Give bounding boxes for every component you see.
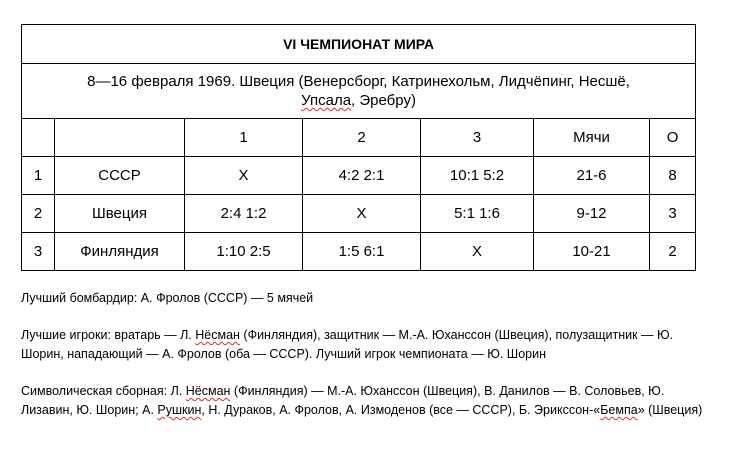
player-name-nesman: Нёсман (185, 384, 231, 398)
result-cell: 10:1 5:2 (421, 157, 534, 195)
team-cell: Швеция (55, 195, 185, 233)
championship-title: VI ЧЕМПИОНАТ МИРА (22, 25, 696, 64)
goals-cell: 10-21 (534, 233, 650, 271)
note-text: (Финляндия) — М.-А. Юханссон (Швеция), В. Данилов — В. Соловьев, Ю. Лизавин, Ю. Шорин; А. (21, 384, 665, 417)
result-cell: 1:5 6:1 (303, 233, 421, 271)
header-points: О (650, 119, 696, 157)
header-goals: Мячи (534, 119, 650, 157)
header-col-1: 1 (185, 119, 303, 157)
info-line-1: 8—16 февраля 1969. Швеция (Венерсборг, Катринехольм, Лидчёпинг, Несшё, (87, 73, 630, 90)
note-text: Лучшие игроки: вратарь — Л. (21, 328, 196, 342)
note-text: , Н. Дураков, А. Фролов, А. Измоденов (все — СССР), Б. Эрикссон-« (201, 403, 601, 417)
info-row (22, 64, 696, 119)
note-text: » (Швеция) (637, 403, 703, 417)
header-col-3: 3 (421, 119, 534, 157)
points-cell: 2 (650, 233, 696, 271)
goals-cell: 9-12 (534, 195, 650, 233)
note-text: (Финляндия), защитник — М.-А. Юханссон (Швеция), полузащитник — Ю. Шорин, нападающий — А. Фролов (оба — СССР). Лучший игрок чемпионата — Ю. Шорин (21, 328, 674, 361)
header-place (22, 119, 55, 157)
result-cell: 2:4 1:2 (185, 195, 303, 233)
goals-cell: 21-6 (534, 157, 650, 195)
result-cell: 4:2 2:1 (303, 157, 421, 195)
info-line-2: , Эребру) (351, 92, 416, 109)
title-row (22, 25, 696, 64)
table-row (22, 233, 696, 271)
table-row (22, 157, 696, 195)
top-scorer-note: Лучший бомбардир: А. Фролов (СССР) — 5 мячей (21, 291, 314, 305)
result-cell: Х (185, 157, 303, 195)
all-star-team-note (21, 382, 711, 420)
results-table (21, 24, 696, 271)
city-upsala: Упсала (301, 92, 352, 109)
player-name-nesman: Нёсман (195, 328, 240, 342)
team-cell: Финляндия (55, 233, 185, 271)
header-team (55, 119, 185, 157)
table-row (22, 195, 696, 233)
header-col-2: 2 (303, 119, 421, 157)
best-players-note (21, 326, 711, 364)
result-cell: 5:1 1:6 (421, 195, 534, 233)
header-row (22, 119, 696, 157)
result-cell: 1:10 2:5 (185, 233, 303, 271)
player-name-rushkin: Рушкин (157, 403, 202, 417)
result-cell: Х (421, 233, 534, 271)
place-cell: 3 (22, 233, 55, 271)
note-text: Символическая сборная: Л. (21, 384, 186, 398)
place-cell: 1 (22, 157, 55, 195)
championship-notes (21, 289, 711, 420)
team-cell: СССР (55, 157, 185, 195)
result-cell: Х (303, 195, 421, 233)
player-name-bempa: Бемпа (600, 403, 638, 417)
points-cell: 8 (650, 157, 696, 195)
points-cell: 3 (650, 195, 696, 233)
place-cell: 2 (22, 195, 55, 233)
championship-info (22, 64, 696, 119)
